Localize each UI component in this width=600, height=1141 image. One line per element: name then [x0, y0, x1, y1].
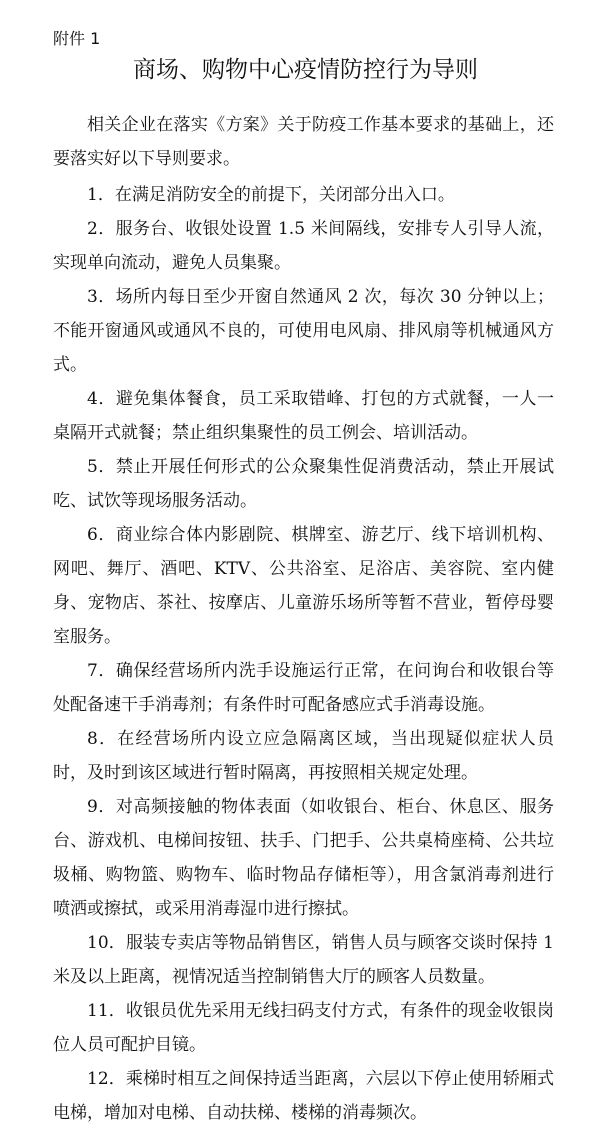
guideline-item-3: 3．场所内每日至少开窗自然通风 2 次，每次 30 分钟以上；不能开窗通风或通风不良的，可使用电风扇、排风扇等机械通风方式。	[53, 287, 554, 375]
guideline-item-4: 4．避免集体餐食，员工采取错峰、打包的方式就餐，一人一桌隔开式就餐；禁止组织集聚性的员工例会、培训活动。	[53, 389, 554, 443]
guideline-item-7: 7．确保经营场所内洗手设施运行正常，在问询台和收银台等处配备速干手消毒剂；有条件时可配备感应式手消毒设施。	[53, 661, 554, 715]
guideline-item-8: 8．在经营场所内设立应急隔离区域，当出现疑似症状人员时，及时到该区域进行暂时隔离，再按照相关规定处理。	[53, 729, 554, 783]
guideline-item-12: 12．乘梯时相互之间保持适当距离，六层以下停止使用轿厢式电梯，增加对电梯、自动扶梯、楼梯的消毒频次。	[53, 1069, 554, 1123]
guideline-item-10: 10．服装专卖店等物品销售区，销售人员与顾客交谈时保持 1 米及以上距离，视情况适当控制销售大厅的顾客人员数量。	[53, 933, 554, 987]
intro-paragraph: 相关企业在落实《方案》关于防疫工作基本要求的基础上，还要落实好以下导则要求。	[53, 115, 554, 169]
guideline-item-11: 11．收银员优先采用无线扫码支付方式，有条件的现金收银岗位人员可配护目镜。	[53, 1001, 554, 1055]
guideline-item-9: 9．对高频接触的物体表面（如收银台、柜台、休息区、服务台、游戏机、电梯间按钮、扶手、门把手、公共桌椅座椅、公共垃圾桶、购物篮、购物车、临时物品存储柜等），用含氯消毒剂进行喷洒或擦拭，或采用消毒湿巾进行擦拭。	[53, 797, 554, 919]
guideline-item-5: 5．禁止开展任何形式的公众聚集性促消费活动，禁止开展试吃、试饮等现场服务活动。	[53, 457, 554, 511]
guideline-item-1: 1．在满足消防安全的前提下，关闭部分出入口。	[87, 185, 455, 205]
attachment-label: 附件 1	[53, 29, 101, 48]
document-title: 商场、购物中心疫情防控行为导则	[133, 57, 478, 83]
guideline-item-6: 6．商业综合体内影剧院、棋牌室、游艺厅、线下培训机构、网吧、舞厅、酒吧、KTV、公共浴室、足浴店、美容院、室内健身、宠物店、茶社、按摩店、儿童游乐场所等暂不营业，暂停母婴室服务。	[53, 525, 554, 647]
guideline-item-2: 2．服务台、收银处设置 1.5 米间隔线，安排专人引导人流，实现单向流动，避免人员集聚。	[53, 219, 554, 273]
